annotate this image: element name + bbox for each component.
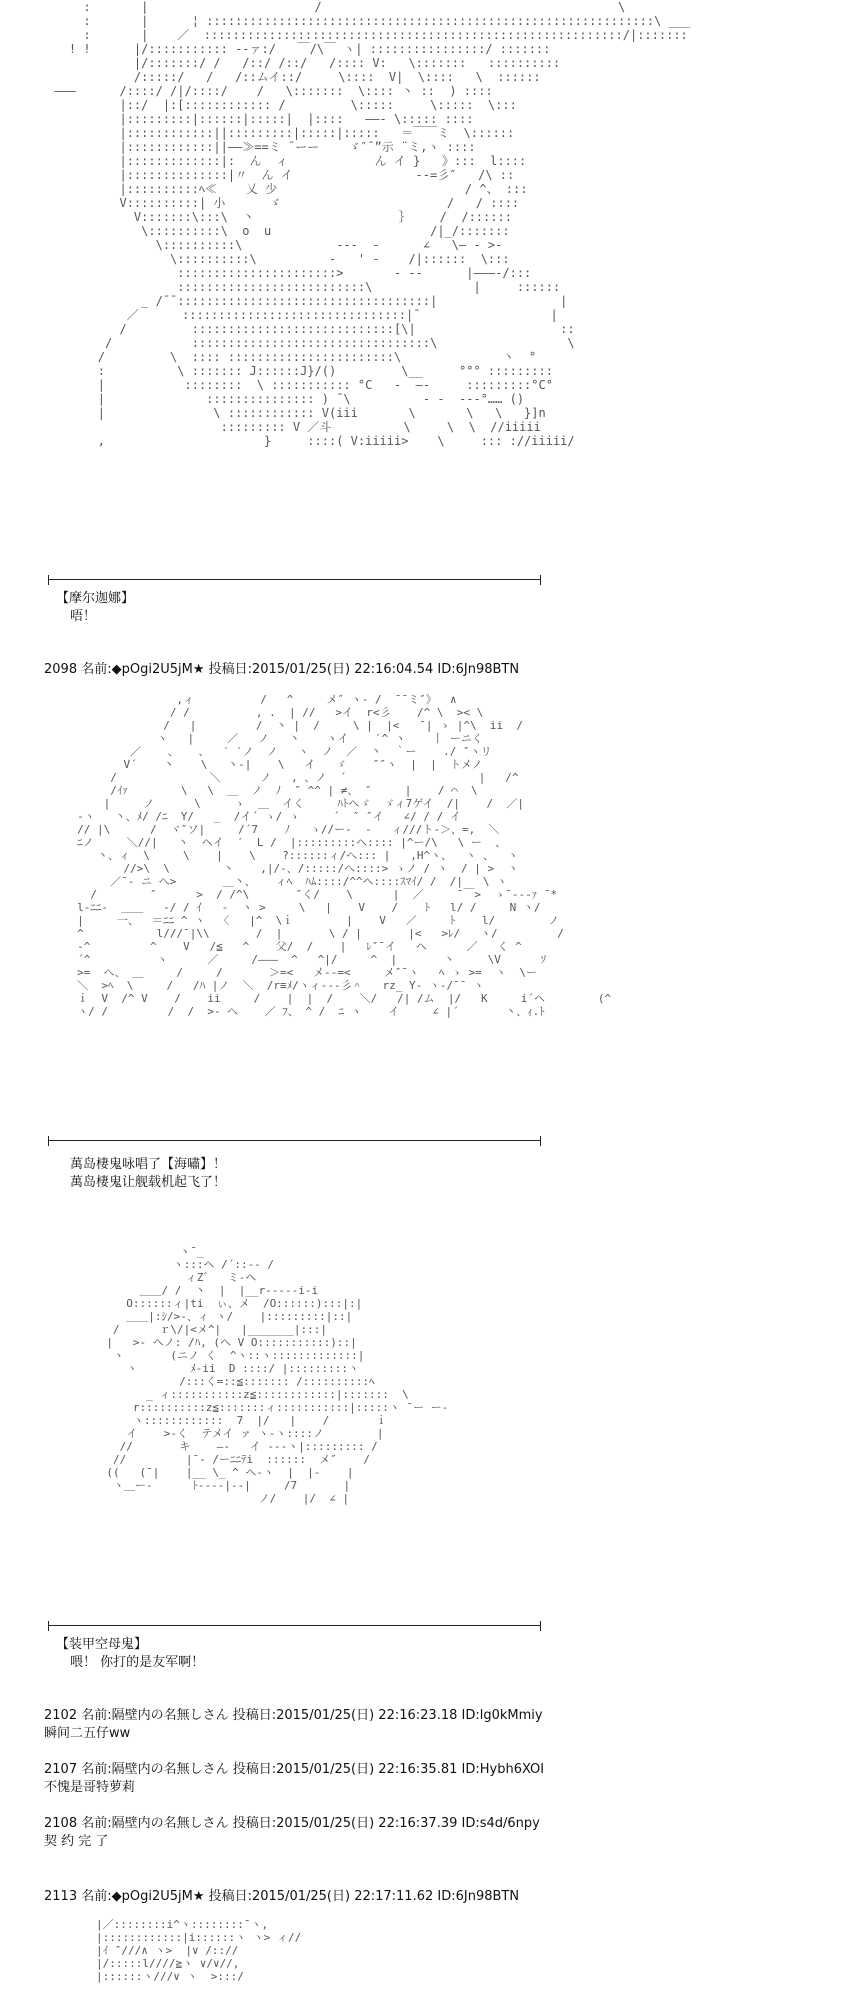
- post-header: 2102 名前:隔壁内の名無しさん 投稿日:2015/01/25(日) 22:16:23.18 ID:lg0kMmiy: [44, 1708, 543, 1723]
- divider-rule: [48, 1140, 541, 1141]
- post-header: 2113 名前:◆pOgi2U5jM★ 投稿日:2015/01/25(日) 22:17:11.62 ID:6Jn98BTN: [44, 1889, 520, 1904]
- ascii-art-carrier-demon: ヽ¯_ ヽ:::ヘ /´::‐‐ / ィZ゛ ミ‐ヘ ＿＿/ / 丶 | |__r‐‐‐‐‐i‐i O::::::ィ|ti ぃ、メ /O::::::):::|:| ＿＿|:ｼ/>‐、ィ ヽ/ |:::::::::|::| / ｒ\/|<メ^| |_______|:::| | >- ヘノ: /ﾊ, (ヘ V O:::::::::::)::| ヽ (ニノ く ^ヽ::ヽ:::::::::::::| ヽ ﾒ‐ii D ::::/ |:::::::::ヽ /:::く=::≦::::::: /::::::::::ﾍ _ ィ:::::::::::z≦::::::::::::|::::::: \ r::::::::::z≦:::::::ィ:::::::::::|:::::ヽ ¯ー ー‐ ヽ:::::::::::: 7 |/ | / ｉ イ >‐く テメイ ァ ヽ‐ヽ::::ノ | // キ —‐ イ ‐‐‐ヽ|::::::::: / // |¯‐ /ーﾆﾆﾃi :::::: メ″ / (( (¯| |__ \_ ^ ヘ‐ヽ | |‐ | ヽ＿ー‐ ﾄ‐‐‐‐|‐‐| /7 | ノ/ |/ ∠ |: [106, 1245, 449, 1505]
- dialog-line: 唔！: [70, 609, 97, 624]
- dialog-line: 喂！ 你打的是友军啊！: [70, 1655, 205, 1670]
- ascii-art-partial: |／::::::::i^ヽ::::::::¯ヽ, |::::::::::::|i::::::ヽ ヽ> ィ// |ｲ ″///∧ ヽ> |∨ /::// |/:::::l////≧ヽ ∨/∨//, |::::::ヽ///∨ ヽ >:::/: [96, 1918, 302, 1983]
- ascii-art-morgana: : | / \ : | ¦ ::::::::::::::::::::::::::::::::::::::::::::::::::::::::::::::\ ___ : | ／ ::::::::::::::::::::::::::::::::::::::::::::::::::::::::::/|::::::: ! ! |/::::::::::: -‐ァ:/ ￣/\￣ ヽ| ::::::::::::::::/ ::::::: |/:::::::/ / /::/ /::/ /:::: V: \::::::: :::::::::: /:::::/ / /::ムイ::/ \:::: V| \:::: \ :::::: ——— /::::/ /|/::::/ / \::::::: \:::: 丶 :: ) :::: |::/ |:[:::::::::::: / \::::: \::::: \::: |:::::::::|::::::|:::::| |:::: ——‐ \::::: :::: |::::::::::::||:::::::::|:::::|::::: ＝￣￣ミ \:::::: |::::::::::::||——≫==ミ ¯ーー ゞ″¯”示 ¨ミ,ヽ :::: |:::::::::::::|: ん ィ ん イ } 》::: l:::: |::::::::::::::|〃 ん イ ‐‐=彡″ /\ :: |::::::::::ﾍ≪ 乂 少 / ^、 ::: V::::::::::| 小 ゞ / / :::: V:::::::\:::\ 丶 ｝ / /:::::: \::::::::::\ o u /|_/::::::: \::::::::::\ ‐‐- ‐ ∠ \— - >- \::::::::::\ ‐ ' ‐ /|:::::: \::: ::::::::::::::::::::::> ‐ -‐ |———‐/::: ::::::::::::::::::::::::::\ | :::::: _ /¯¯:::::::::::::::::::::::::::::::::::| | ／ :::::::::::::::::::::::::::::::|¯ | / ::::::::::::::::::::::::::::[\| :: / :::::::::::::::::::::::::::::::::\ \ / \ :::: :::::::::::::::::::::::\ 丶 ° : \ ::::::: J::::::J}/() \__ °°° ::::::::: | :::::::: \ ::::::::::: °C - —‐ :::::::::°C° | ::::::::::::::: ) ¯\ ‐ ‐ ‐‐‐°…… () | \ :::::::::::: V(iii \ \ \ }]n ::::::::: V ／斗 \ \ \ //iiiii , } ::::( V:iiiii> \ ::: ://iiiii/: [54, 0, 691, 448]
- dialog-line: 萬岛棲鬼咏唱了【海嘯】！: [70, 1157, 227, 1172]
- ascii-art-tsunami: ,ィ / ^ メ″ ヽ- / ¯¯ミ″》 ∧ / / , . | // >イ r<彡 /^ \ >< \ / | / 丶 | / \ | |< ¯| ゝ |^\ ii / ヽ | ／ ノ 丶 ヽイ ′^ ヽ 丨 ーニく ／ 、 、 ′ ′ノ ノ ヽ ノ ／ 丶 ｀ー ./ ″ヽリ V´ 丶 \ 丶-| \ イ ゞ ″″ヽ | | トメノ / ＼ ノ , 、ノ ´ | /^ /ｲｧ \ \ ＿ ノ ﾉ ″ ^^ | ≠、 ″ | / ⌒ \ | ノ \ ゝ ＿ イく ﾊﾄヘゞ ゞィ7ゲイ /| / ／| -ヽ 丶、ﾒ/ /ﾆ Y/ _ /イ´ ゝ/ ゝ ´ ″ ″イ ∠/ / / イ // |\ / ヾ″ソ| /´7 ﾉ ゝ//ー‐ - ィ///ト‐＞、=, ＼ ﾆノ ＼//| 丶 ヘイ ′ L / |:::::::::ヘ:::: |^ー/\ \ ー 、 丶、ィ \ \ | \ ?::::::ィ/へ::: | ,H^ヽ、 ヽ 、 ヽ //>\ \ 丶 ,|/‐、/:::::/へ::::> ゝノ / ヽ / | > ヽ ／¯‐ ニ へ> ＿丶、 ィﾍ ﾊﾑ::::/^^ヘ::::ｽﾏｲ/ / /| \ ヽ / ″ > / /^\ ″く/ \ | ／ ¯￣> ゝ¯‐‐‐ｧ ¯* l‐ﾆﾆ‐ ＿＿ -/ / ｲ ‐ ヽ > \ | V / ﾄ l/ / N ヽ/ | 一、 ＝ﾆﾆ ^ ヽ 〈 |^ \ｉ | V ／ ﾄ l/ ノ ^ l///¯|\\ / | \ / | |< >ﾚ/ ヽ/ / ‐^ ^ V /≦ ^ 父/ / | ﾚ″¯イ ヘ ／ く ^ ´^ ヽ ／ /——— ^ ^|/ ^ | 丶 \V ｿ >= へ、 ＿ / / ＞=< メ‐‐=< メ″¯ヽ ﾍ ゝ >= ヽ \ー ＼ >ﾍ \ / /ﾊ |ノ ＼ /r≡ﾒ/ヽィ‐‐‐彡＾ rz_ Y‐ ヽ‐/¯¯ ヽ ｉ V /^ V / ii / | | / ＼/ /| /ム |/ K i´ヘ (^ ヽ/ / / / >- へ ／ ﾌ、 ^ / ﾆ ヽ イ ∠ |´ 丶、ｨ.ﾄ: [77, 693, 612, 1018]
- post-body: 不愧是哥特萝莉: [44, 1780, 136, 1795]
- post-body: 契 约 完 了: [44, 1834, 109, 1849]
- speaker-name: 【装甲空母鬼】: [56, 1637, 148, 1652]
- post-header: 2107 名前:隔壁内の名無しさん 投稿日:2015/01/25(日) 22:16:35.81 ID:Hybh6XOI: [44, 1762, 545, 1777]
- post-header: 2108 名前:隔壁内の名無しさん 投稿日:2015/01/25(日) 22:16:37.39 ID:s4d/6npy: [44, 1816, 540, 1831]
- post-body: 瞬间二五仔ww: [44, 1726, 131, 1741]
- divider-rule: [48, 1625, 541, 1626]
- divider-rule: [48, 579, 541, 580]
- speaker-name: 【摩尔迦娜】: [56, 591, 135, 606]
- post-header: 2098 名前:◆pOgi2U5jM★ 投稿日:2015/01/25(日) 22:16:04.54 ID:6Jn98BTN: [44, 662, 520, 677]
- dialog-line: 萬岛棲鬼让舰载机起飞了！: [70, 1175, 227, 1190]
